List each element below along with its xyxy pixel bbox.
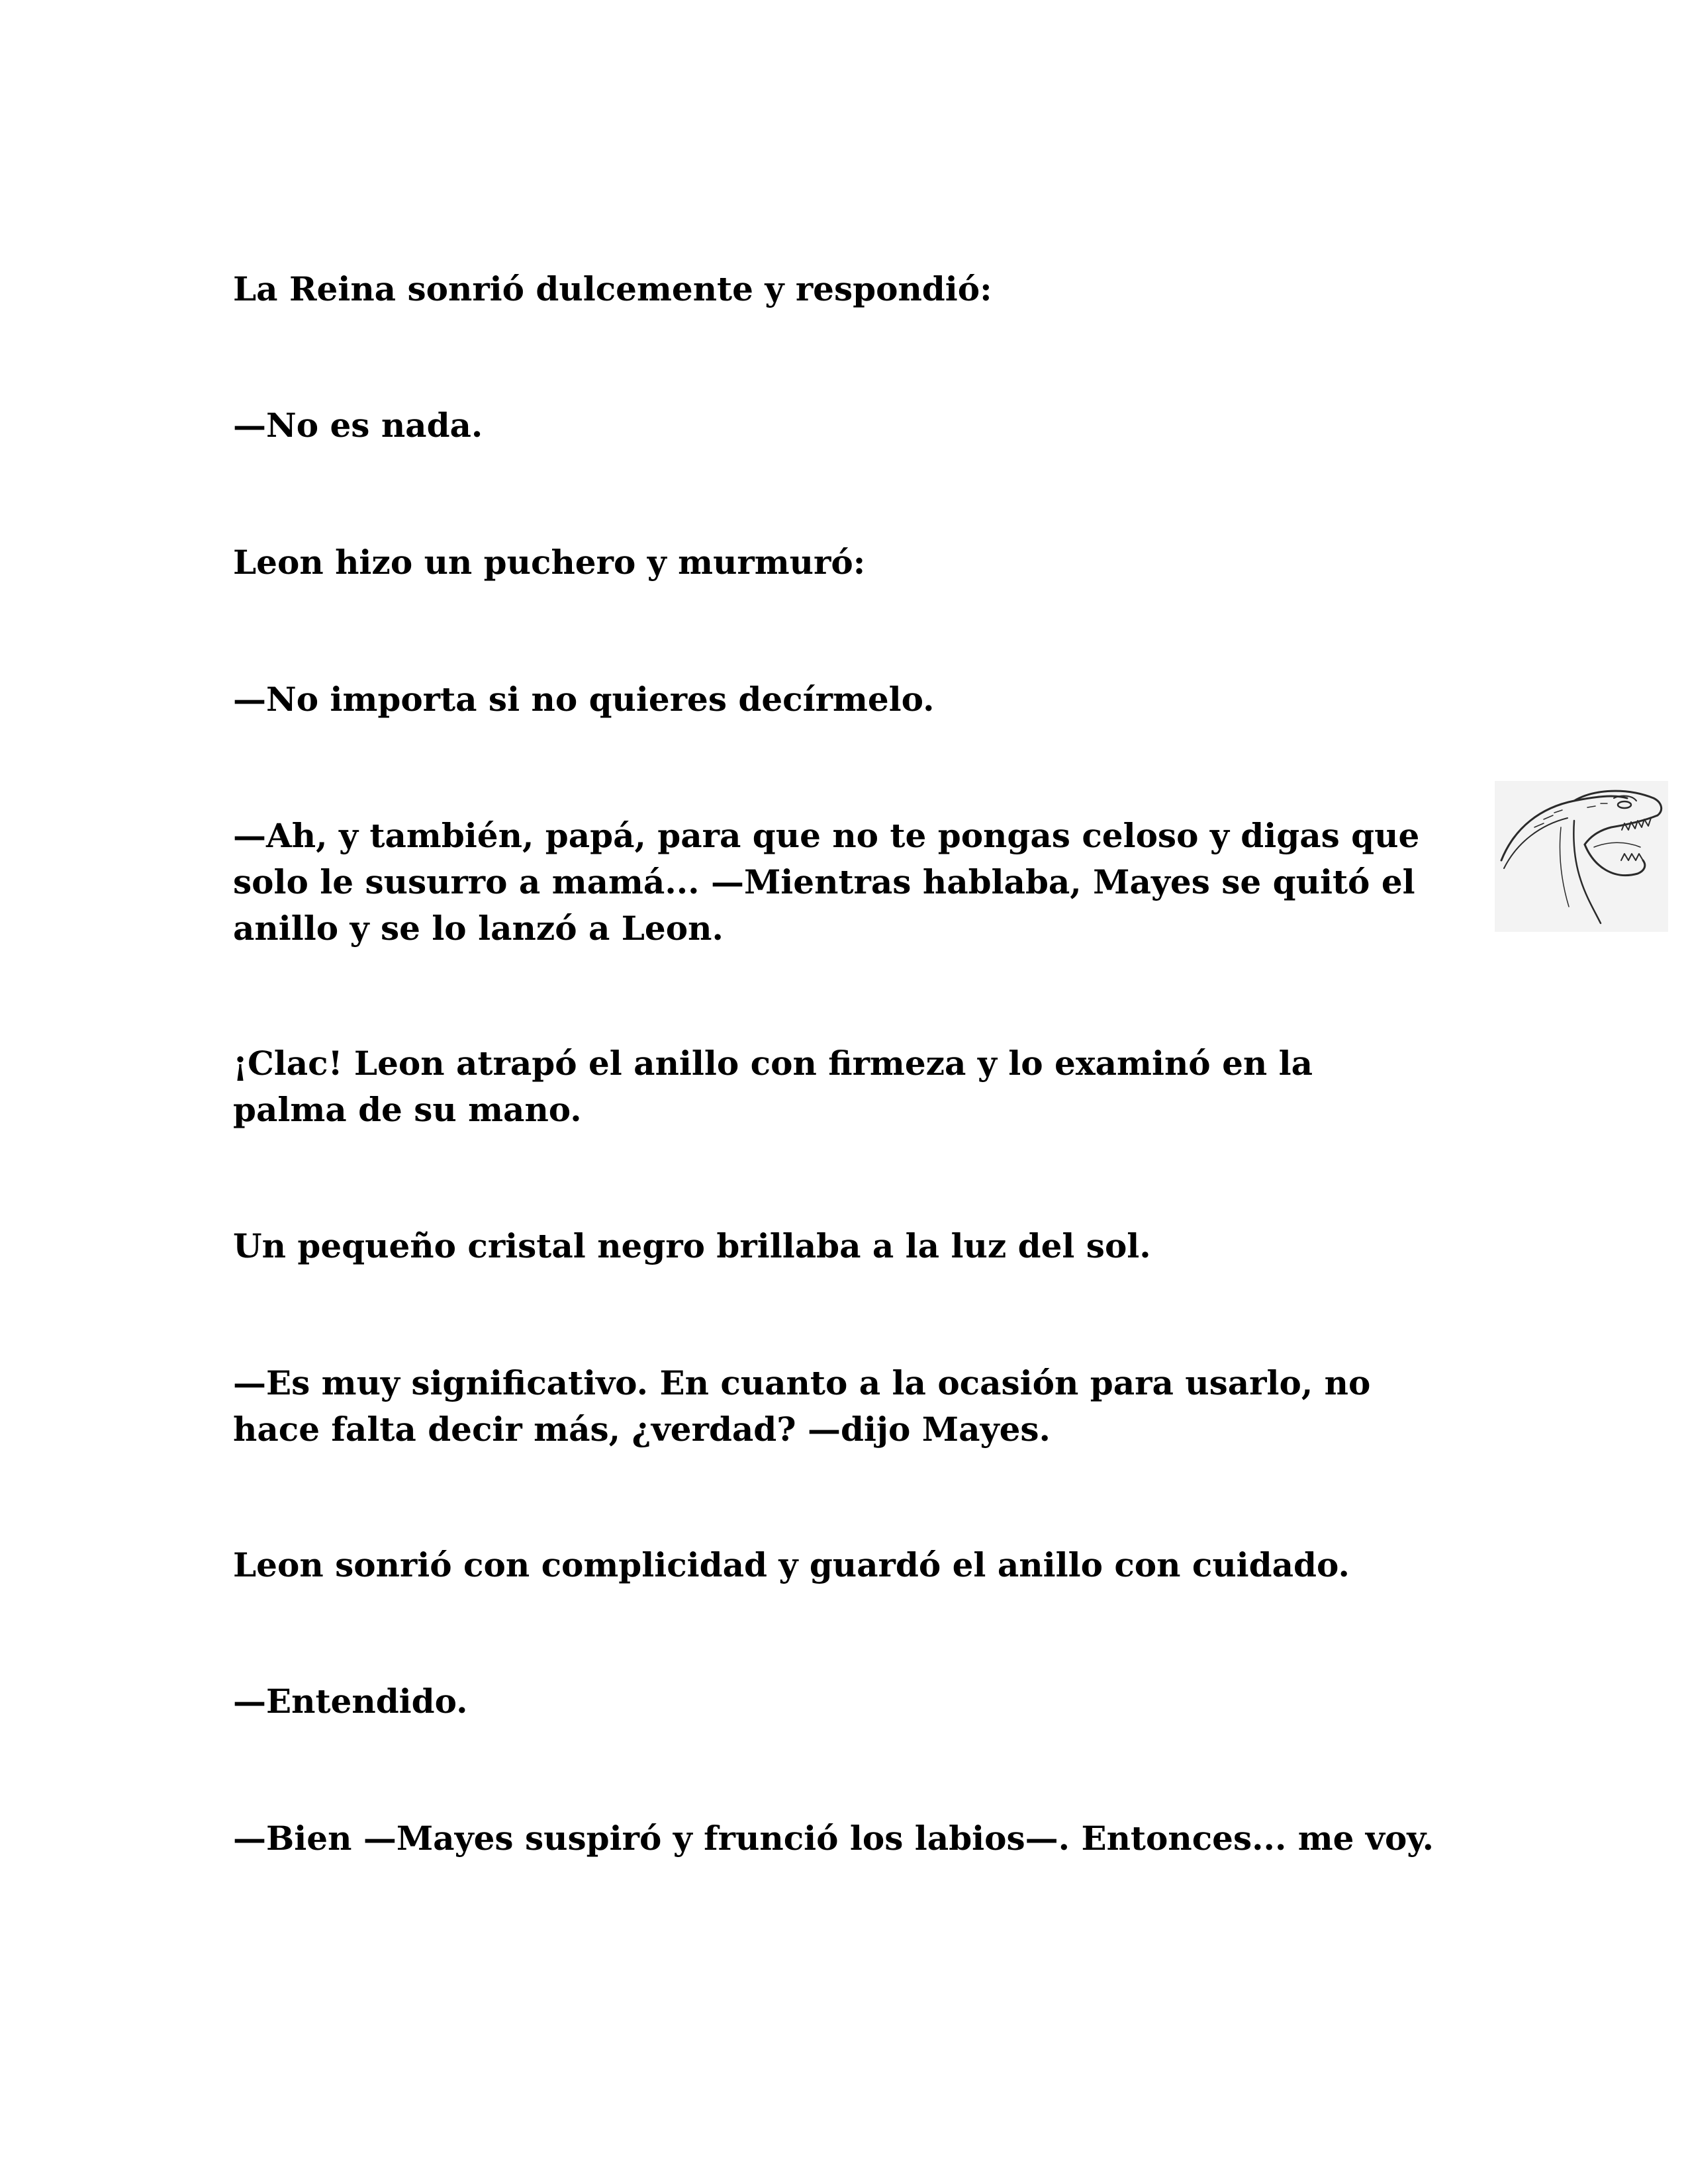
paragraph-9: Leon sonrió con complicidad y guardó el anillo con cuidado. <box>233 1545 1350 1584</box>
paragraph-4: —No importa si no quieres decírmelo. <box>233 680 935 719</box>
paragraph-3: Leon hizo un puchero y murmuró: <box>233 543 866 582</box>
paragraph-10: —Entendido. <box>233 1682 468 1721</box>
paragraph-8: —Es muy significativo. En cuanto a la ocasión para usarlo, no hace falta decir más, ¿verdad? —dijo Mayes. <box>233 1363 1371 1449</box>
paragraph-6: ¡Clac! Leon atrapó el anillo con firmeza y lo examinó en la palma de su mano. <box>233 1044 1313 1129</box>
paragraph-7: Un pequeño cristal negro brillaba a la luz del sol. <box>233 1226 1151 1265</box>
paragraph-2: —No es nada. <box>233 406 483 445</box>
paragraph-1: La Reina sonrió dulcemente y respondió: <box>233 269 992 308</box>
paragraph-11: —Bien —Mayes suspiró y frunció los labios—. Entonces... me voy. <box>233 1819 1434 1858</box>
paragraph-5: —Ah, y también, papá, para que no te pongas celoso y digas que solo le susurro a mamá... —Mientras hablaba, Mayes se quitó el anillo y se lo lanzó a Leon. <box>233 816 1420 948</box>
dinosaur-head-sketch-icon <box>1495 781 1668 932</box>
